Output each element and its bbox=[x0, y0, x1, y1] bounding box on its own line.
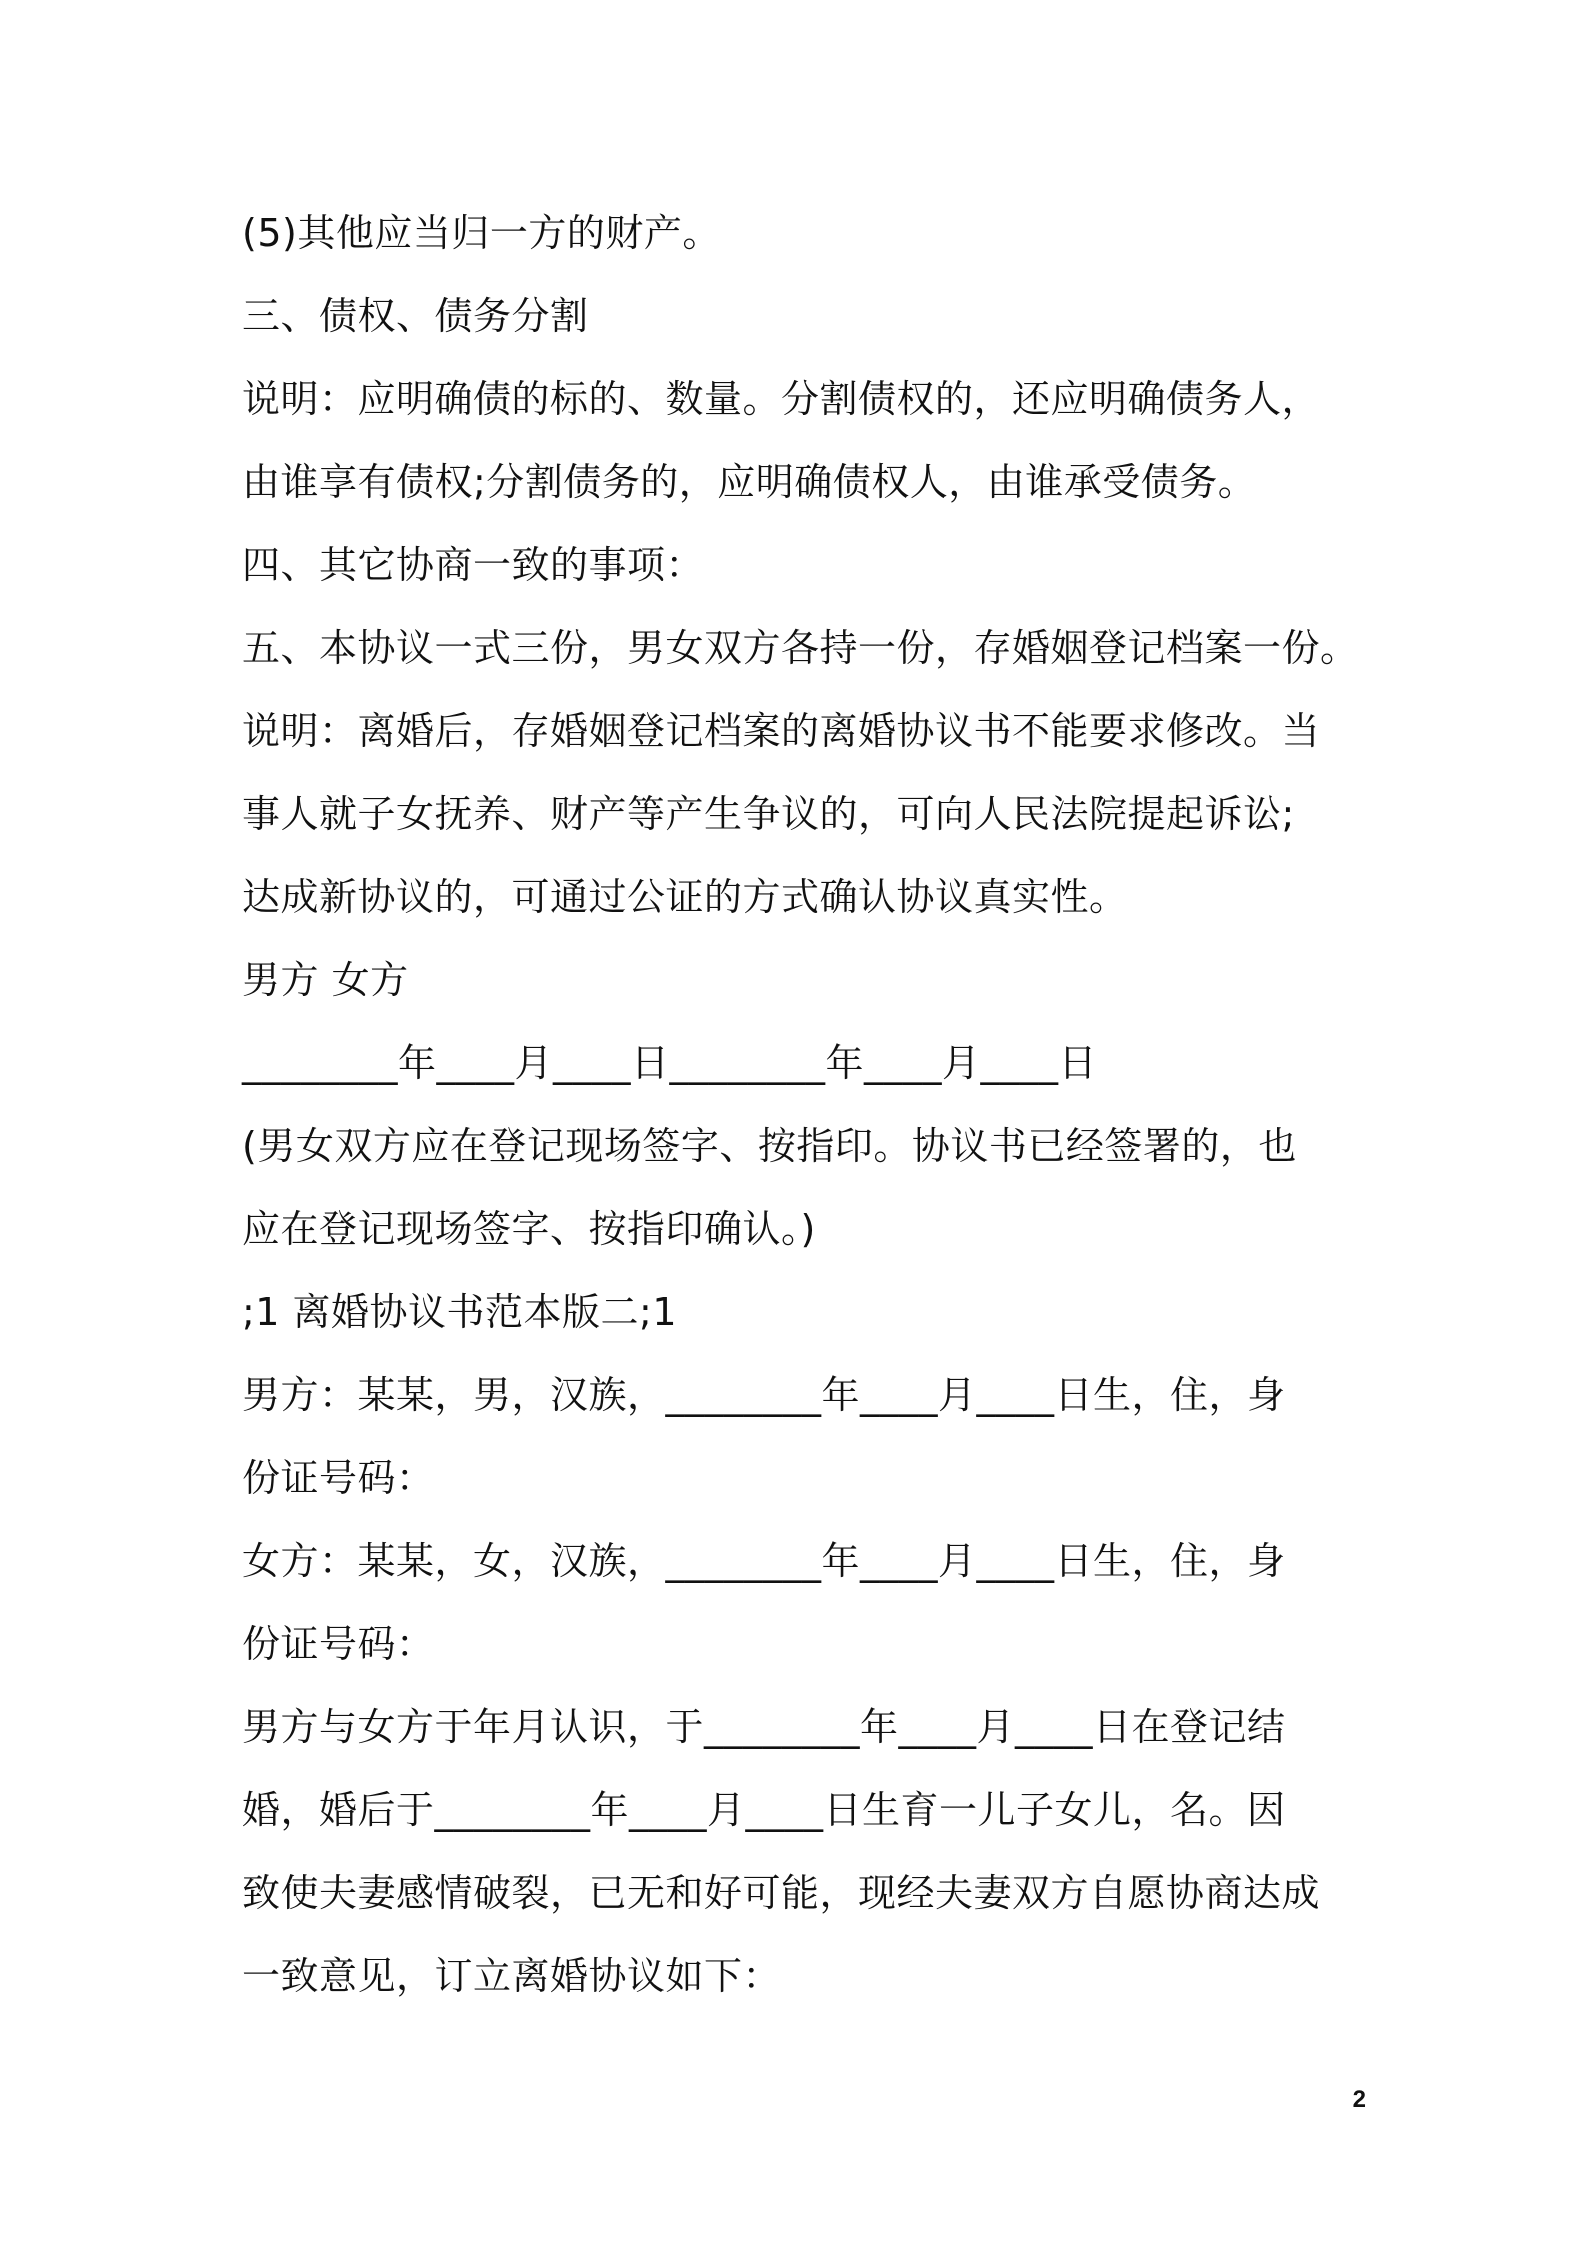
text-line: 事人就子女抚养、财产等产生争议的，可向人民法院提起诉讼; bbox=[242, 792, 1295, 836]
signature-labels: 男方 女方 bbox=[242, 958, 409, 1002]
text-line: 说明：应明确债的标的、数量。分割债权的，还应明确债务人， bbox=[242, 377, 1321, 421]
text-line: 男方与女方于年月认识，于________年____月____日在登记结 bbox=[242, 1705, 1286, 1749]
text-line: 说明：离婚后，存婚姻登记档案的离婚协议书不能要求修改。当 bbox=[242, 709, 1321, 753]
text-line: 由谁享有债权;分割债务的，应明确债权人，由谁承受债务。 bbox=[242, 460, 1257, 504]
section-heading: 四、其它协商一致的事项： bbox=[242, 543, 705, 587]
page-number: 2 bbox=[1352, 2086, 1366, 2113]
text-line: 份证号码： bbox=[242, 1622, 435, 1666]
text-line: 应在登记现场签字、按指印确认。) bbox=[242, 1207, 816, 1251]
text-line: 婚，婚后于________年____月____日生育一儿子女儿，名。因 bbox=[242, 1788, 1286, 1832]
text-line: (男女双方应在登记现场签字、按指印。协议书已经签署的，也 bbox=[242, 1124, 1297, 1168]
text-line: 份证号码： bbox=[242, 1456, 435, 1500]
text-line: 致使夫妻感情破裂，已无和好可能，现经夫妻双方自愿协商达成 bbox=[242, 1871, 1321, 1915]
document-body bbox=[242, 192, 1359, 2018]
section-heading: 三、债权、债务分割 bbox=[242, 294, 589, 338]
text-line: (5)其他应当归一方的财产。 bbox=[242, 211, 721, 255]
section-heading: 五、本协议一式三份，男女双方各持一份，存婚姻登记档案一份。 bbox=[242, 626, 1359, 670]
version-title: ;1 离婚协议书范本版二;1 bbox=[242, 1290, 678, 1334]
text-line: 男方：某某，男，汉族，________年____月____日生，住，身 bbox=[242, 1373, 1286, 1417]
text-line: 一致意见，订立离婚协议如下： bbox=[242, 1954, 782, 1998]
text-line: 达成新协议的，可通过公证的方式确认协议真实性。 bbox=[242, 875, 1128, 919]
date-blanks: ________年____月____日________年____月____日 bbox=[242, 1041, 1098, 1085]
text-line: 女方：某某，女，汉族，________年____月____日生，住，身 bbox=[242, 1539, 1286, 1583]
